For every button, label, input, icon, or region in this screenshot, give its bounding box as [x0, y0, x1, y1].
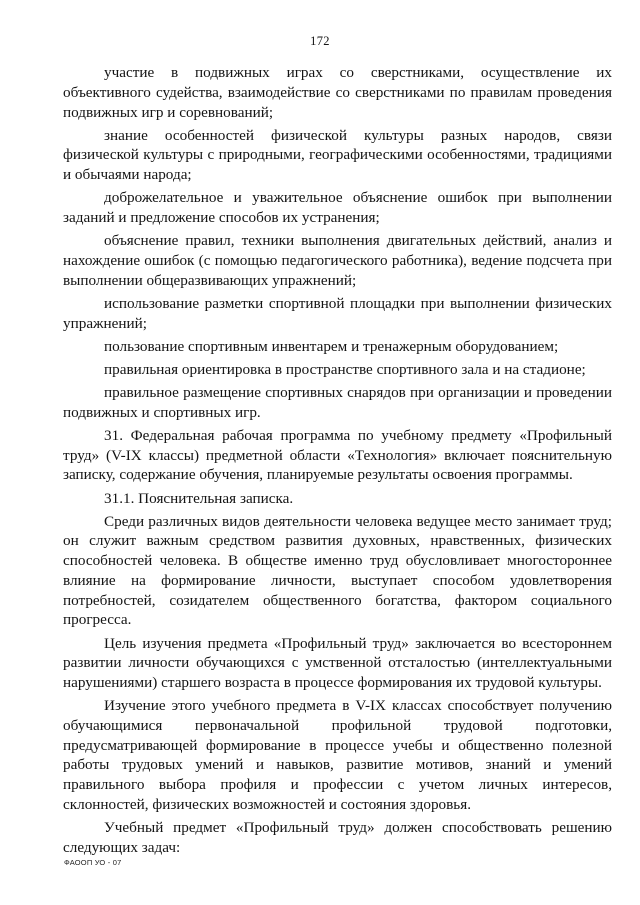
paragraph: Цель изучения предмета «Профильный труд» заключается во всестороннем развитии личности обучающихся с умственной отсталостью (интеллектуальными нарушениями) старшего возраста в процессе формирования их трудовой культуры.	[63, 634, 612, 692]
paragraph: доброжелательное и уважительное объяснение ошибок при выполнении заданий и предложение способов их устранения;	[63, 189, 612, 227]
paragraph: пользование спортивным инвентарем и тренажерным оборудованием;	[104, 337, 559, 355]
paragraph: правильное размещение спортивных снарядов при организации и проведении подвижных и спортивных игр.	[63, 383, 612, 421]
paragraph: 31. Федеральная рабочая программа по учебному предмету «Профильный труд» (V-IX классы) предметной области «Технология» включает пояснительную записку, содержание обучения, планируемые результаты освоения программы.	[63, 426, 612, 484]
section-heading: 31.1. Пояснительная записка.	[104, 489, 294, 507]
paragraph: участие в подвижных играх со сверстниками, осуществление их объективного судейства, взаимодействие со сверстниками по правилам проведения подвижных игр и соревнований;	[63, 64, 612, 121]
footer-document-code: ФАООП УО - 07	[64, 858, 122, 867]
paragraph: использование разметки спортивной площадки при выполнении физических упражнений;	[63, 294, 612, 332]
paragraph: Изучение этого учебного предмета в V-IX классах способствует получению обучающимися первоначальной профильной трудовой подготовки, предусматривающей формирование в процессе учебы и общественно полезной работы трудовых умений и навыков, развитие мотивов, знаний и умений правильного выбора профиля и профессии с учетом личных интересов, склонностей, физических возможностей и состояния здоровья.	[63, 697, 612, 813]
body-text	[63, 63, 612, 861]
paragraph: объяснение правил, техники выполнения двигательных действий, анализ и нахождение ошибок (с помощью педагогического работника), ведение подсчета при выполнении общеразвивающих упражнений;	[63, 232, 612, 289]
page-number: 172	[310, 34, 330, 48]
paragraph: знание особенностей физической культуры разных народов, связи физической культуры с природными, географическими особенностями, традициями и обычаями народа;	[63, 126, 612, 184]
paragraph: правильная ориентировка в пространстве спортивного зала и на стадионе;	[104, 360, 586, 378]
paragraph: Среди различных видов деятельности человека ведущее место занимает труд; он служит важным средством развития духовных, нравственных, физических способностей человека. В обществе именно труд обусловливает многостороннее влияние на формирование личности, выступает способом удовлетворения потребностей, созидателем общественного богатства, фактором социального прогресса.	[63, 512, 612, 629]
paragraph: Учебный предмет «Профильный труд» должен способствовать решению следующих задач:	[63, 819, 612, 856]
